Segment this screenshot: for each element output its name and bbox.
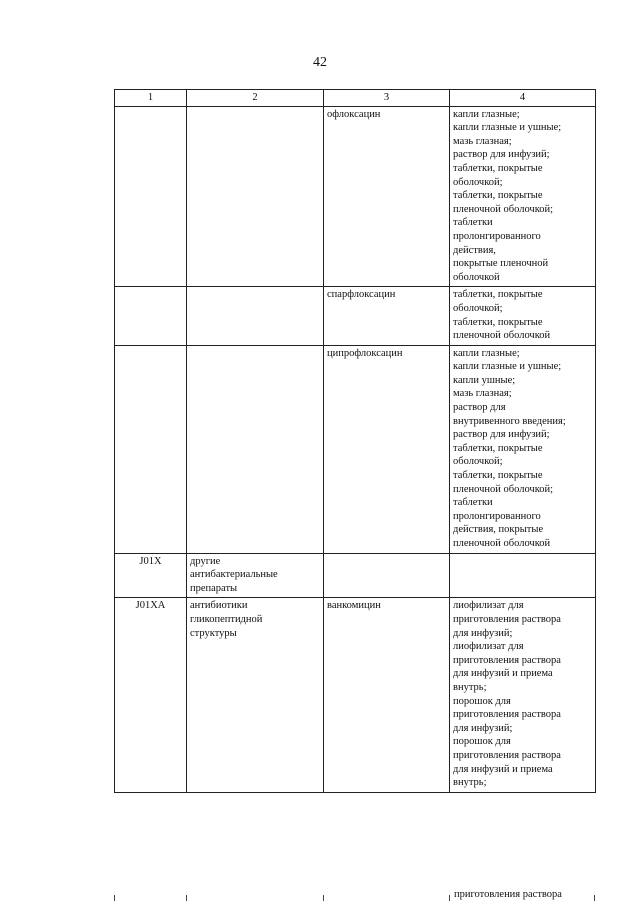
group-name-cell bbox=[187, 106, 324, 287]
drug-name-cell bbox=[324, 553, 450, 598]
dosage-form-line: для инфузий; bbox=[453, 627, 513, 639]
group-name-line: препараты bbox=[190, 582, 238, 594]
dosage-form-line: капли ушные; bbox=[453, 374, 516, 386]
dosage-forms-cell bbox=[450, 106, 596, 287]
dosage-forms-cell bbox=[450, 345, 596, 553]
dosage-form-line: приготовления раствора bbox=[453, 613, 561, 625]
atc-code-cell: J01XA bbox=[115, 598, 187, 792]
table-row bbox=[115, 553, 596, 598]
dosage-form-line: действия, bbox=[453, 244, 496, 256]
dosage-form-line: для инфузий и приема bbox=[453, 763, 553, 775]
dosage-forms-cell bbox=[450, 553, 596, 598]
drug-table bbox=[114, 89, 596, 793]
dosage-form-line: капли глазные и ушные; bbox=[453, 361, 562, 373]
dosage-form-line: капли глазные; bbox=[453, 108, 520, 120]
drug-name-cell: спарфлоксацин bbox=[324, 287, 450, 345]
fragment-border-tick bbox=[323, 895, 324, 901]
dosage-form-line: таблетки, покрытые bbox=[453, 162, 543, 174]
dosage-form-line: для инфузий и приема bbox=[453, 668, 553, 680]
cut-off-text: приготовления раствора bbox=[454, 892, 562, 900]
dosage-forms-cell bbox=[450, 598, 596, 792]
group-name-cell bbox=[187, 345, 324, 553]
dosage-form-line: приготовления раствора bbox=[453, 709, 561, 721]
fragment-border-tick bbox=[114, 895, 115, 901]
dosage-form-line: таблетки, покрытые bbox=[453, 289, 543, 301]
dosage-form-line: внутрь; bbox=[453, 777, 487, 789]
dosage-form-line: приготовления раствора bbox=[453, 654, 561, 666]
dosage-form-line: таблетки bbox=[453, 217, 493, 229]
dosage-form-line: мазь глазная; bbox=[453, 135, 512, 147]
dosage-form-line: капли глазные и ушные; bbox=[453, 122, 562, 134]
page-number: 42 bbox=[313, 55, 327, 70]
dosage-form-line: пленочной оболочкой bbox=[453, 538, 551, 549]
drug-name-cell: ванкомицин bbox=[324, 598, 450, 792]
atc-code-cell bbox=[115, 287, 187, 345]
group-name-line: антибактериальные bbox=[190, 569, 278, 581]
dosage-form-line: раствор для инфузий; bbox=[453, 429, 550, 441]
dosage-form-line: таблетки, покрытые bbox=[453, 316, 543, 328]
group-name-line: другие bbox=[190, 555, 221, 567]
dosage-form-line: оболочкой bbox=[453, 271, 500, 283]
dosage-form-line: порошок для bbox=[453, 695, 511, 707]
dosage-form-line: таблетки, покрытые bbox=[453, 470, 543, 482]
dosage-form-line: приготовления раствора bbox=[453, 749, 561, 761]
column-header-4: 4 bbox=[450, 90, 596, 107]
column-header-1: 1 bbox=[115, 90, 187, 107]
dosage-form-line: пленочной оболочкой; bbox=[453, 483, 554, 495]
dosage-form-line: пленочной оболочкой; bbox=[453, 203, 554, 215]
fragment-border-tick bbox=[594, 895, 595, 901]
dosage-form-line: капли глазные; bbox=[453, 347, 520, 359]
dosage-form-line: пленочной оболочкой bbox=[453, 330, 551, 342]
table-header-row bbox=[115, 90, 596, 107]
atc-code-cell bbox=[115, 345, 187, 553]
dosage-form-line: таблетки, покрытые bbox=[453, 190, 543, 202]
table-row bbox=[115, 598, 596, 792]
group-name-line: антибиотики bbox=[190, 600, 248, 612]
dosage-form-line: лиофилизат для bbox=[453, 600, 524, 612]
dosage-forms-cell bbox=[450, 287, 596, 345]
drug-name-cell: офлоксацин bbox=[324, 106, 450, 287]
group-name-cell bbox=[187, 553, 324, 598]
dosage-form-line: лиофилизат для bbox=[453, 641, 524, 653]
group-name-cell bbox=[187, 287, 324, 345]
dosage-form-line: таблетки bbox=[453, 497, 493, 509]
dosage-form-line: оболочкой; bbox=[453, 456, 503, 468]
fragment-border-tick bbox=[449, 895, 450, 901]
dosage-form-line: действия, покрытые bbox=[453, 524, 544, 536]
dosage-form-line: таблетки, покрытые bbox=[453, 442, 543, 454]
group-name-line: структуры bbox=[190, 627, 237, 639]
dosage-form-line: внутривенного введения; bbox=[453, 415, 566, 427]
dosage-form-line: пролонгированного bbox=[453, 230, 541, 242]
dosage-form-line: оболочкой; bbox=[453, 176, 503, 188]
dosage-form-line: раствор для инфузий; bbox=[453, 149, 550, 161]
dosage-form-line: внутрь; bbox=[453, 681, 487, 693]
column-header-3: 3 bbox=[324, 90, 450, 107]
atc-code-cell: J01X bbox=[115, 553, 187, 598]
next-page-fragment bbox=[0, 892, 640, 905]
dosage-form-line: для инфузий; bbox=[453, 722, 513, 734]
table-row bbox=[115, 345, 596, 553]
drug-name-cell: ципрофлоксацин bbox=[324, 345, 450, 553]
column-header-2: 2 bbox=[187, 90, 324, 107]
dosage-form-line: оболочкой; bbox=[453, 302, 503, 314]
fragment-border-tick bbox=[186, 895, 187, 901]
table-row bbox=[115, 106, 596, 287]
dosage-form-line: раствор для bbox=[453, 402, 506, 414]
dosage-form-line: порошок для bbox=[453, 736, 511, 748]
table-row bbox=[115, 287, 596, 345]
dosage-form-line: пролонгированного bbox=[453, 510, 541, 522]
dosage-form-line: мазь глазная; bbox=[453, 388, 512, 400]
atc-code-cell bbox=[115, 106, 187, 287]
dosage-form-line: покрытые пленочной bbox=[453, 258, 549, 270]
group-name-cell bbox=[187, 598, 324, 792]
group-name-line: гликопептидной bbox=[190, 613, 263, 625]
